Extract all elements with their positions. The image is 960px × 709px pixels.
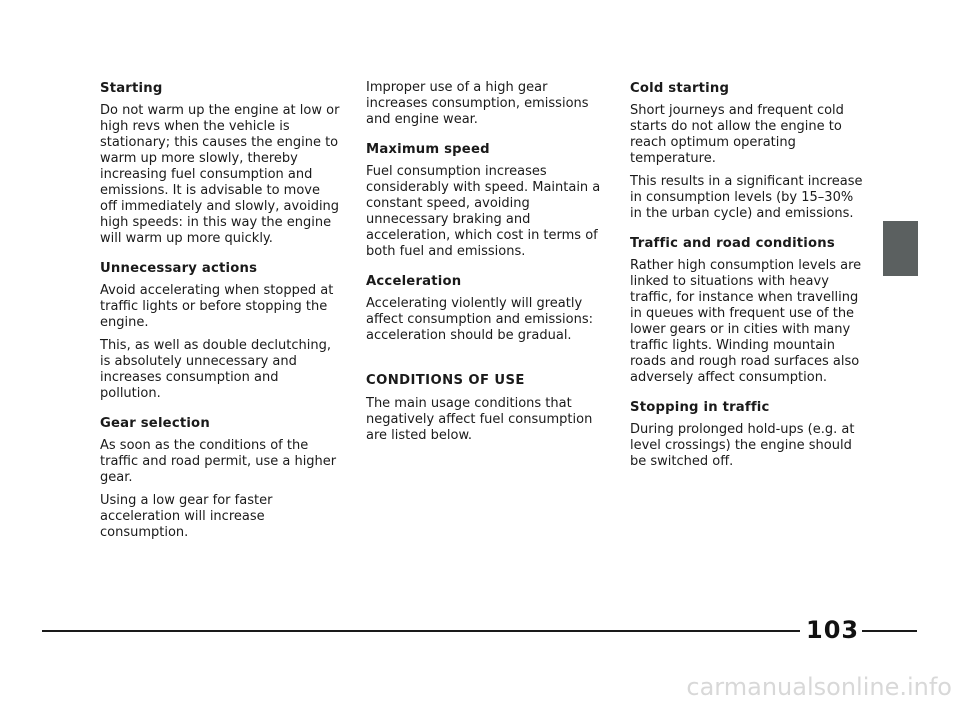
paragraph-starting: Do not warm up the engine at low or high revs when the vehicle is stationary; this causes the engine to warm up more slowly, thereby increasing fuel consumption and emissions. It is advisable to move off immediately and slowly, avoiding high speeds: in this way the engine will warm up more quickly. — [100, 103, 340, 246]
page-number: 103 — [806, 616, 860, 644]
heading-conditions-of-use: CONDITIONS OF USE — [366, 373, 525, 388]
watermark-text: carmanualsonline.info — [686, 673, 952, 701]
heading-gear-selection: Gear selection — [100, 416, 210, 431]
paragraph-cold-starting-2: This results in a significant increase in consumption levels (by 15–30% in the urban cycle) and emissions. — [630, 174, 863, 221]
heading-traffic-road-conditions: Traffic and road conditions — [630, 236, 835, 251]
paragraph-stopping-in-traffic: During prolonged hold-ups (e.g. at level crossings) the engine should be switched off. — [630, 422, 855, 469]
text-column-1 — [100, 80, 340, 548]
heading-maximum-speed: Maximum speed — [366, 142, 490, 157]
paragraph-maximum-speed: Fuel consumption increases considerably with speed. Maintain a constant speed, avoiding unnecessary braking and acceleration, which cost in terms of both fuel and emissions. — [366, 164, 601, 259]
paragraph-traffic-road-conditions: Rather high consumption levels are linked to situations with heavy traffic, for instance when travelling in queues with frequent use of the lower gears or in cities with many traffic lights. Winding mountain roads and rough road surfaces also adversely affect consumption. — [630, 258, 862, 385]
paragraph-acceleration: Accelerating violently will greatly affect consumption and emissions: acceleration should be gradual. — [366, 296, 593, 343]
paragraph-gear-selection-2: Using a low gear for faster acceleration will increase consumption. — [100, 493, 273, 540]
heading-starting: Starting — [100, 81, 163, 96]
paragraph-gear-selection-1: As soon as the conditions of the traffic and road permit, use a higher gear. — [100, 438, 337, 485]
footer-rule-right — [862, 630, 917, 632]
text-column-3 — [630, 80, 868, 477]
footer-rule-left — [42, 630, 800, 632]
text-column-2 — [366, 80, 602, 451]
paragraph-unnecessary-actions-2: This, as well as double declutching, is absolutely unnecessary and increases consumption and pollution. — [100, 338, 331, 401]
heading-unnecessary-actions: Unnecessary actions — [100, 261, 258, 276]
paragraph-cold-starting-1: Short journeys and frequent cold starts do not allow the engine to reach optimum operating temperature. — [630, 103, 844, 166]
heading-stopping-in-traffic: Stopping in traffic — [630, 400, 770, 415]
heading-acceleration: Acceleration — [366, 274, 462, 289]
paragraph-high-gear: Improper use of a high gear increases consumption, emissions and engine wear. — [366, 80, 589, 127]
paragraph-conditions-of-use: The main usage conditions that negatively affect fuel consumption are listed below. — [366, 396, 593, 443]
section-tab-marker — [883, 221, 918, 276]
heading-cold-starting: Cold starting — [630, 81, 730, 96]
paragraph-unnecessary-actions-1: Avoid accelerating when stopped at traffic lights or before stopping the engine. — [100, 283, 334, 330]
